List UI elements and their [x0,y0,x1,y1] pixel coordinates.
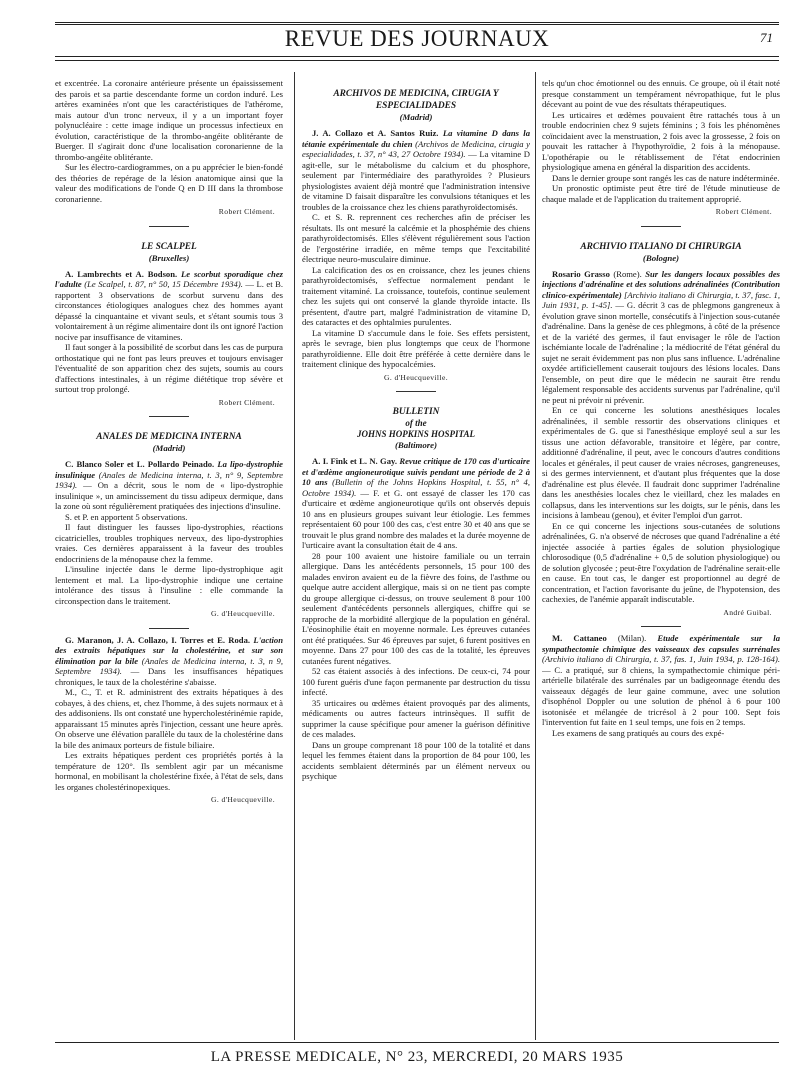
article-abstract [55,459,283,512]
paragraph: Les examens de sang pratiqués au cours des expé- [552,727,725,738]
paragraph: tels qu'un choc émotionnel ou des ennuis. Ce groupe, où il était noté presque constamment un tempérament névropathique, fut le plus décevant au point de vue des résultats thérapeutiques. [542,78,780,109]
footer-rule [55,1042,779,1043]
article-authors: J. A. Collazo et A. Santos Ruiz. [312,128,439,138]
signature: Robert Clément. [715,207,772,216]
article-title: Sur les dangers locaux possibles des injections d'adrénaline et des solutions adrénalinées (Contribution clinico-expérimentale) [542,268,780,300]
separator [149,226,189,227]
paragraph: Il faut distinguer les fausses lipo-dystrophies, réactions cicatricielles, troubles trophiques nerveux, des lipo-dystrophies vraies. Ces dernières apparaissent à la faveur des troubles endocriniens de la ménopause chez la femme. [55,522,283,564]
journal-section-of: of the [405,418,427,428]
article-authors: Rosario Grasso [552,268,610,279]
column-divider-1 [294,72,295,1040]
column-3 [542,78,780,1038]
article-place: (Milan). [606,633,658,643]
paragraph: 52 cas étaient associés à des infections. De ceux-ci, 74 pour 100 furent guéris d'une façon permanente par destruction du tissu infecté. [302,666,530,697]
article-text: — F. et G. ont essayé de classer les 170 cas d'urticaire et œdème angioneurotique qu'ils ont observés depuis 10 ans en plusieurs groupes suivant leur étiologie. Les femmes représentaient 60 pour 100 des cas, c'est entre 30 et 40 ans que se trouvait le plus grand nombre des malades et la durée moyenne de l'urticaire avant la consultation était de 4 ans. [302,487,530,550]
article-authors: C. Blanco Soler et L. Pollardo Peinado. [65,459,215,469]
paragraph: Dans le dernier groupe sont rangés les cas de nature indéterminée. [552,172,780,183]
article-source: (Le Scalpel, t. 87, n° 50, 15 Décembre 1934). [84,279,243,289]
paragraph: La calcification des os en croissance, chez les jeunes chiens parathyroïdectomisés, s'effectue normalement pendant le traitement vitaminé. La croissance, toutefois, continue seulement chez les sujets qui ont conservé la glande thyroïde intacte. Ils présentent, d'autre part, malgré l'administration de vitamine D, des cataractes et des ophtalmies purulentes. [302,264,530,327]
paragraph: Les urticaires et œdèmes pouvaient être rattachés tous à un trouble endocrinien chez 9 sujets féminins ; 3 fois les phénomènes coïncidaient avec la menstruation, 2 fois avec la grossesse, 2 fois on pouvait les rattacher à l'hypothyroïdie, 2 fois à la ménopause. L'opothérapie ou le rétablissement de l'état endocrinien physiologique amena en général la disparition des accidents. [542,109,780,172]
header-bottom-rule [55,56,779,57]
journal-city: (Bruxelles) [148,252,190,263]
column-2 [302,78,530,1038]
journal-city: (Baltimore) [394,440,438,450]
journal-city: (Madrid) [152,443,186,453]
signature: Robert Clément. [218,207,275,216]
journal-section-title: ARCHIVIO ITALIANO DI CHIRURGIA [580,241,742,252]
signature: G. d'Heucqueville. [210,609,275,618]
article-source: (Anales de Medicina interna, t. 3, n 9, Septembre 1934). [55,655,283,676]
paragraph: En ce qui concerne les injections sous-cutanées de solutions adrénalinées, G. n'a observé de nécroses que quand l'adrénaline a été injectée associée à parties égales de solution physiologique chlorosodique (0,5 d'adrénaline + 0,5 de solution physiologique) ou de solution glycosée ; peut-être l'oxydation de l'adrénaline serait-elle en cause. En tout cas, le danger est proportionnel au degré de concentration, et l'action favorisante du jeûne, de l'hypotension, des cachexies, de l'anémie apparaît indiscutable. [542,520,780,604]
article-place: (Rome). [609,268,646,279]
separator [641,626,681,627]
article-abstract [302,456,530,551]
article-source: (Anales de Medicina interna, t. 3, n° 9, Septembre 1934). [55,469,283,490]
article-title: La vitamine D dans la tétanie expérimentale du chien [302,128,530,149]
paragraph: Un pronostic optimiste peut être tiré de l'étude minutieuse de chaque malade et de l'application du traitement approprié. [542,183,780,204]
article-text: — Dans les insuffisances hépatiques chroniques, le taux de la cholestérine s'abaisse. [55,666,283,687]
article-source: [Archivio italiano di Chirurgia, t. 37, fasc. 1, Juin 1931, p. 1-45]. [542,289,780,310]
article-title: Etude expérimentale sur la sympathectomie chimique des vaisseaux des capsules surrénales [542,633,780,654]
article-source: (Bulletin of the Johns Hopkins Hospital, t. 55, n° 4, Octobre 1934). [302,477,530,498]
header-top-rule [55,22,779,25]
article-text: — L. et B. rapportent 3 observations de scorbut survenu dans des circonstances étiologiques analogues chez des hommes ayant dépassé la cinquantaine et vivant seuls, et s'étant soumis tous 3 volontairement à un régime alimentaire dont ils ont ignoré l'action nocive par insuffisance de vitamines. [55,279,283,342]
paragraph: Dans un groupe comprenant 18 pour 100 de la totalité et dans lequel les femmes étaient dans la proportion de 84 pour 100, les accidents semblaient déterminés par un élément nerveux ou psychique [302,739,530,781]
paragraph: M., C., T. et R. administrent des extraits hépatiques à des cobayes, à des chiens, et, chez l'homme, à des sujets normaux et à des addisoniens. Ils ont constaté une hypercholestérinémie rapide, apparaissant 15 minutes après l'injection, cessant une heure après. On observe une élévation parallèle du taux de la cholestérine dans la bile des animaux porteurs de fistule biliaire. [55,687,283,750]
paragraph: En ce qui concerne les solutions anesthésiques locales adrénalinées, il semble ressortir des observations cliniques et expérimentales de G. que si l'anesthésique employé seul a sur les tissus une action défavorable, transitoire et légère, par contre, additionné d'adrénaline, il peut, avec le concours d'autres conditions locales et générales, il peut causer de vraies nécroses, gangreneuses, si des germes interviennent, et d'autant plus fréquentes que la dose d'adrénaline est plus élevée. Il faudrait donc supprimer l'adrénaline dans les anesthésies locales chez le vieillard, chez les malades en collapsus, dans les interventions sur les doigts, sur le pénis, dans les incisions à lambeau (genou), et éviter l'emploi d'un garrot. [542,405,780,520]
article-abstract [542,269,780,406]
journal-section-title: BULLETIN [392,407,440,417]
paragraph: La vitamine D s'accumule dans le foie. Ses effets persistent, après le sevrage, bien plus longtemps que ceux de l'hormone parathyroïdienne. Elle doit être préférée à cette dernière dans le traitement clinique des hypocalcémies. [302,327,530,369]
article-source: (Archivio italiano di Chirurgia, t. 37, fas. 1, Juin 1934, p. 128-164). [542,654,780,664]
separator [641,226,681,227]
page-footer: LA PRESSE MEDICALE, N° 23, MERCREDI, 20 MARS 1935 [210,1049,624,1065]
paragraph: et excentrée. La coronaire antérieure présente un épaississement des parois et sa partie descendante forme un cordon induré. Les artères examinées n'ont que les caractéristiques de l'athérome, mais autour d'un tronc nerveux, il y a un important foyer polynucléaire : cette image indique un processus infectieux en évolution, caractéristique de la thrombo-angéite oblitérante de Buerger. Il s'agirait donc d'une localisation coronarienne de la thrombo-angéite oblitérante. [55,78,283,162]
article-authors: A. I. Fink et L. N. Gay. [312,456,398,466]
article-authors: M. Cattaneo [552,633,607,643]
paragraph: Il faut songer à la possibilité de scorbut dans les cas de purpura orthostatique qui ne font pas leurs preuves et toujours envisager l'éventualité de son apparition chez des sujets, soumis au cours d'affections intestinales, à un régime diététique trop sévère et surtout trop prolongé. [55,342,283,394]
signature: G. d'Heucqueville. [210,795,275,804]
paragraph: S. et P. en apportent 5 observations. [65,511,188,522]
article-text: — La vitamine D agit-elle, sur le métabolisme du calcium et du phosphore, seulement par l'intermédiaire des parathyroïdes ? Plusieurs physiologistes avaient déjà montré que l'administration intensive de vitamine D faisait disparaître les convulsions tétaniques et les troubles de la croissance chez les chiens parathyroïdectomisés. [302,149,530,212]
article-abstract [55,269,283,343]
journal-section-title: LE SCALPEL [141,241,197,252]
page-header [55,26,779,52]
paragraph: Les extraits hépatiques perdent ces propriétés portés à la température de 120°. Ils semblent agir par un mécanisme hormonal, en mobilisant la cholestérine fixée, à l'état de sels, dans les organes cholestérinopexiques. [55,750,283,792]
column-divider-2 [535,72,536,1040]
separator [149,628,189,629]
paragraph: 35 urticaires ou œdèmes étaient provoqués par des aliments, médicaments ou autres facteurs intrinsèques. Il suffit de supprimer la cause spécifique pour amener la guérison définitive de ces malades. [302,697,530,739]
signature: André Guibal. [723,607,772,617]
article-abstract [302,128,530,212]
article-text: — C. a pratiqué, sur 8 chiens, la sympathectomie chimique péri-artérielle bilatérale des surrénales par un badigeonnage étendu des vaisseaux dégagés de leur gaine commune, avec une solution d'isophénol Doppler ou une solution de phénol à 6 pour 100 isotonisée et mélangée de tricrésol à 2 pour 100. Sept fois l'intervention fut faite en 1 seul temps, une fois en 2 temps. [542,664,780,727]
article-title: Revue critique de 170 cas d'urticaire et d'œdème angioneurotique suivis pendant une période de 2 à 10 ans [302,456,530,487]
signature: Robert Clément. [218,397,275,407]
column-1 [55,78,283,1038]
paragraph: Sur les électro-cardiogrammes, on a pu apprécier le bien-fondé des théories de repérage de la lésion anatomique ainsi que la valeur des modifications de l'onde Q en D III dans la thrombose coronarienne. [55,162,283,204]
article-title: La lipo-dystrophie insulinique [55,459,283,480]
journal-section-title: ARCHIVOS DE MEDICINA, CIRUGIA Y ESPECIALIDADES [333,89,499,111]
separator [396,391,436,392]
separator [149,416,189,417]
journal-city: (Madrid) [399,112,433,122]
signature: G. d'Heucqueville. [383,372,449,382]
journal-city: (Bologne) [642,252,680,263]
page-title: REVUE DES JOURNAUX [284,26,550,51]
article-title: L'action des extraits hépatiques sur la cholestérine, et sur son élimination par la bile [55,634,283,666]
journal-section-title: ANALES DE MEDICINA INTERNA [96,432,242,442]
journal-section-title-2: JOHNS HOPKINS HOSPITAL [356,429,476,439]
paragraph: 28 pour 100 avaient une histoire familiale ou un terrain allergique. Dans les antécédents personnels, 15 pour 100 des malades environ avaient eu de la fièvre des foins, de l'asthme ou quelque autre accident allergique, mais si on ne tient pas compte du groupe allergique ci-dessus, on trouve seulement 8 pour 100 seulement d'antécédents personnels allergiques, chiffre qui se rapproche de la morbidité allergique de la population en général. L'éosinophilie était en moyenne normale. Les épreuves cutanées ont été pratiquées. Sur 46 épreuves par sujet, 6 furent positives en moyenne. Dans 27 pour 100 des cas de la totalité, les épreuves cutanées furent négatives. [302,550,530,666]
article-text: — On a décrit, sous le nom de « lipo-dystrophie insulinique », un amincissement du tissu adipeux dermique, dans la zone où sont régulièrement pratiquées des injections d'insuline. [55,480,283,511]
article-source: (Archivos de Medicina, cirugia y especialidades, t. 37, n° 43, 27 Octobre 1934). [302,138,530,159]
article-authors: G. Maranon, J. A. Collazo, I. Torres et E. Roda. [65,634,251,645]
paragraph: L'insuline injectée dans le derme lipo-dystrophique agit lentement et mal. La lipo-dystrophie indique une certaine intolérance des tissus à l'insuline : elle commande la circonspection dans le traitement. [55,564,283,606]
article-text: — G. décrit 3 cas de phlegmons gangreneux à évolution grave sinon mortelle, consécutifs à l'injection sous-cutanée d'adrénaline. Dans la genèse de ces phlegmons, à côté de la présence et de la variété des germes, il faut envisager le rôle de l'action ischémiante locale de l'adrénaline ; la médiocrité de l'état général du sujet ne serait évidemment pas non plus sans influence. L'adrénaline oxydée artificiellement causerait toujours des lésions locales. Dans l'ensemble, on peut dire que le médecin ne saurait être rendu légalement responsable des accidents survenus par l'adrénaline, qu'il ne peut ni prévoir ni prévenir. [542,300,780,405]
article-abstract [542,633,780,728]
article-authors: A. Lambrechts et A. Bodson. [65,268,178,279]
article-abstract [55,635,283,688]
article-title: Le scorbut sporadique chez l'adulte [55,268,283,289]
header-bottom-rule-2 [55,60,779,61]
paragraph: C. et S. R. reprennent ces recherches afin de préciser les résultats. Ils ont mesuré la calcémie et la phosphémie des chiens parathyroïdectomisés. Elles s'élèvent régulièrement sous l'action de l'ergostérine irradiée, en même temps que l'excitabilité électrique neuro-musculaire diminue. [302,212,530,264]
page-number: 71 [760,30,773,45]
